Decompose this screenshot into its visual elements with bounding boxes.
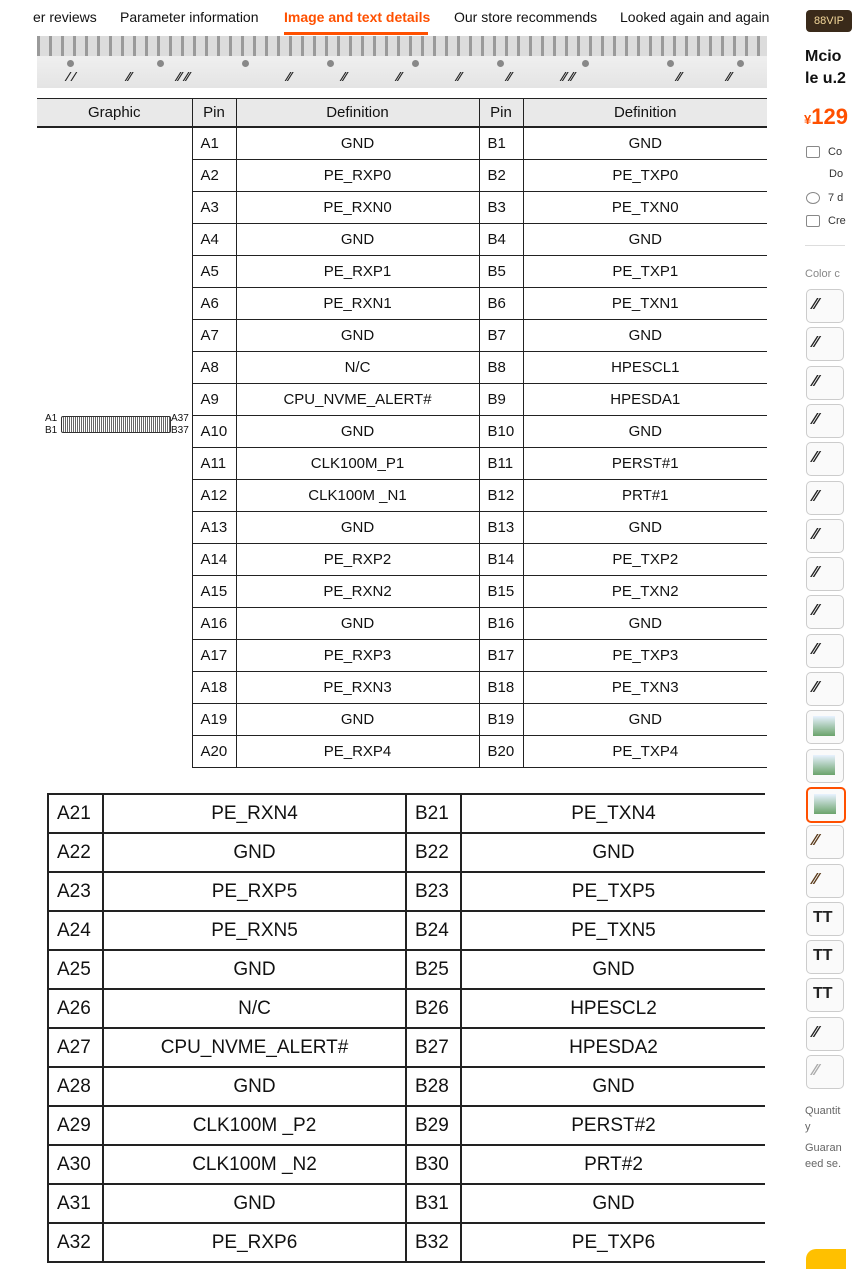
tab-reviews[interactable]: er reviews <box>33 9 97 25</box>
connector-body <box>61 416 171 433</box>
pin-a: A3 <box>192 192 236 224</box>
service-row-credit[interactable]: Cre <box>806 215 846 227</box>
cable-thumbnail-icon: ⁄⁄ <box>813 410 819 428</box>
pin-b: B30 <box>406 1145 461 1184</box>
definition-b: GND <box>523 416 767 448</box>
definition-b: HPESCL1 <box>523 352 767 384</box>
cable-thumbnail-icon <box>814 794 836 814</box>
cable-thumbnail-icon: ⁄⁄ <box>813 1062 819 1079</box>
pinout-row <box>48 1184 765 1223</box>
pinout-table-top-body <box>37 127 767 768</box>
pin-a: A25 <box>48 950 103 989</box>
pinout-row <box>48 1067 765 1106</box>
label-a-end: A37 <box>171 413 189 424</box>
definition-a: GND <box>236 704 479 736</box>
definition-a: PE_RXP2 <box>236 544 479 576</box>
pin-a: A28 <box>48 1067 103 1106</box>
pin-b: B29 <box>406 1106 461 1145</box>
color-swatch-17[interactable] <box>806 902 844 936</box>
pin-a: A6 <box>192 288 236 320</box>
definition-b: GND <box>523 320 767 352</box>
definition-b: PE_TXP4 <box>523 736 767 768</box>
pin-a: A31 <box>48 1184 103 1223</box>
pinout-row <box>48 989 765 1028</box>
pin-b: B7 <box>479 320 523 352</box>
pin-a: A14 <box>192 544 236 576</box>
color-swatch-13[interactable] <box>806 749 844 783</box>
pin-a: A18 <box>192 672 236 704</box>
definition-a: CLK100M _P2 <box>103 1106 406 1145</box>
tab-parameter-information[interactable]: Parameter information <box>120 9 259 25</box>
pin-b: B18 <box>479 672 523 704</box>
detail-tab-bar <box>0 0 790 36</box>
definition-b: GND <box>461 1184 765 1223</box>
pin-a: A19 <box>192 704 236 736</box>
pinout-row <box>48 950 765 989</box>
pin-a: A2 <box>192 160 236 192</box>
definition-a: PE_RXN1 <box>236 288 479 320</box>
service-row-coupon[interactable]: Co <box>806 146 842 158</box>
cable-thumbnail-icon: ⁄⁄ <box>813 602 819 620</box>
definition-b: PE_TXP2 <box>523 544 767 576</box>
definition-a: GND <box>236 608 479 640</box>
return-icon <box>806 192 820 204</box>
active-tab-indicator <box>284 32 428 35</box>
pinout-row <box>48 833 765 872</box>
color-swatch-6[interactable] <box>806 481 844 515</box>
pinout-table-bottom <box>47 793 765 1263</box>
color-swatch-5[interactable] <box>806 442 844 476</box>
definition-b: PE_TXN1 <box>523 288 767 320</box>
pin-b: B27 <box>406 1028 461 1067</box>
pin-b: B32 <box>406 1223 461 1262</box>
product-photo-strip: ⁄ ⁄ ⁄⁄ ⁄⁄ ⁄⁄ ⁄⁄ ⁄⁄ ⁄⁄ ⁄⁄ ⁄⁄ ⁄⁄ ⁄⁄ ⁄⁄ ⁄⁄ <box>37 36 767 88</box>
pin-b: B12 <box>479 480 523 512</box>
definition-b: PERST#2 <box>461 1106 765 1145</box>
definition-b: PE_TXN4 <box>461 794 765 833</box>
definition-a: PE_RXN0 <box>236 192 479 224</box>
pinout-row <box>48 1223 765 1262</box>
header-definition-a: Definition <box>236 99 479 127</box>
pin-a: A23 <box>48 872 103 911</box>
pin-b: B16 <box>479 608 523 640</box>
definition-b: PE_TXP1 <box>523 256 767 288</box>
definition-b: GND <box>523 512 767 544</box>
definition-a: GND <box>236 512 479 544</box>
pin-b: B6 <box>479 288 523 320</box>
label-a-start: A1 <box>45 413 58 424</box>
pinout-row <box>48 1028 765 1067</box>
color-swatch-3[interactable] <box>806 366 844 400</box>
definition-a: GND <box>236 320 479 352</box>
pin-b: B9 <box>479 384 523 416</box>
pin-a: A26 <box>48 989 103 1028</box>
definition-b: PERST#1 <box>523 448 767 480</box>
pin-b: B2 <box>479 160 523 192</box>
cable-thumbnail-icon: ΤΤ <box>813 908 833 926</box>
buy-button[interactable] <box>806 1249 846 1269</box>
sidebar-divider <box>805 245 845 246</box>
cable-thumbnail-icon: ⁄⁄ <box>813 640 819 658</box>
color-swatch-8[interactable] <box>806 557 844 591</box>
tab-store-recommends[interactable]: Our store recommends <box>454 9 598 25</box>
color-swatch-11[interactable] <box>806 672 844 706</box>
header-pin-a: Pin <box>192 99 236 127</box>
color-swatch-20[interactable] <box>806 1017 844 1051</box>
pin-b: B23 <box>406 872 461 911</box>
cable-thumbnail-icon: ⁄⁄ <box>813 525 819 543</box>
definition-b: PE_TXN2 <box>523 576 767 608</box>
color-swatch-15[interactable] <box>806 825 844 859</box>
label-b-end: B37 <box>171 425 189 436</box>
definition-a: PE_RXN5 <box>103 911 406 950</box>
color-swatch-2[interactable] <box>806 327 844 361</box>
mcio-connector-drawing <box>45 413 197 439</box>
definition-b: PE_TXP6 <box>461 1223 765 1262</box>
pin-b: B14 <box>479 544 523 576</box>
color-swatch-16[interactable] <box>806 864 844 898</box>
definition-b: PRT#2 <box>461 1145 765 1184</box>
product-title-line1: Mcio <box>805 48 842 65</box>
pin-a: A12 <box>192 480 236 512</box>
definition-a: PE_RXN4 <box>103 794 406 833</box>
definition-b: GND <box>523 608 767 640</box>
cable-thumbnail-icon: ΤΤ <box>813 985 833 1003</box>
pinout-table-top <box>37 99 767 768</box>
definition-b: PE_TXN0 <box>523 192 767 224</box>
coupon-icon <box>806 146 820 158</box>
pin-a: A27 <box>48 1028 103 1067</box>
definition-b: GND <box>461 833 765 872</box>
pin-b: B24 <box>406 911 461 950</box>
product-title[interactable] <box>805 46 845 90</box>
vip-badge: 88VIP <box>806 10 852 32</box>
definition-a: PE_RXP5 <box>103 872 406 911</box>
pin-b: B10 <box>479 416 523 448</box>
definition-a: GND <box>236 224 479 256</box>
cable-thumbnail-icon: ⁄⁄ <box>813 870 819 888</box>
pin-b: B19 <box>479 704 523 736</box>
definition-a: PE_RXP3 <box>236 640 479 672</box>
definition-b: PRT#1 <box>523 480 767 512</box>
service-row-returns[interactable]: 7 d <box>806 192 843 204</box>
price-currency: ¥ <box>804 112 812 127</box>
pin-a: A29 <box>48 1106 103 1145</box>
definition-a: GND <box>103 1067 406 1106</box>
definition-b: PE_TXN3 <box>523 672 767 704</box>
pin-a: A16 <box>192 608 236 640</box>
cable-thumbnail-icon: ⁄⁄ <box>813 487 819 505</box>
pin-a: A20 <box>192 736 236 768</box>
definition-b: GND <box>523 224 767 256</box>
header-graphic: Graphic <box>37 99 192 127</box>
pin-b: B31 <box>406 1184 461 1223</box>
pin-a: A30 <box>48 1145 103 1184</box>
color-swatch-9[interactable] <box>806 595 844 629</box>
pin-b: B15 <box>479 576 523 608</box>
pinout-table-bottom-body <box>48 794 765 1262</box>
service-row-detail: Do <box>829 168 844 180</box>
color-swatch-1[interactable] <box>806 289 844 323</box>
definition-a: PE_RXP1 <box>236 256 479 288</box>
definition-a: GND <box>103 1184 406 1223</box>
connector-graphic <box>37 127 192 768</box>
header-pin-b: Pin <box>479 99 523 127</box>
header-definition-b: Definition <box>523 99 767 127</box>
definition-b: GND <box>461 1067 765 1106</box>
definition-b: PE_TXN5 <box>461 911 765 950</box>
definition-a: PE_RXP6 <box>103 1223 406 1262</box>
pin-a: A32 <box>48 1223 103 1262</box>
pin-b: B4 <box>479 224 523 256</box>
pinout-row <box>48 794 765 833</box>
definition-b: HPESDA2 <box>461 1028 765 1067</box>
definition-a: CLK100M_P1 <box>236 448 479 480</box>
pin-a: A11 <box>192 448 236 480</box>
color-swatch-4[interactable] <box>806 404 844 438</box>
pin-a: A8 <box>192 352 236 384</box>
pin-b: B17 <box>479 640 523 672</box>
cable-thumbnail-icon: ⁄⁄ <box>813 296 819 313</box>
pin-a: A5 <box>192 256 236 288</box>
cable-thumbnail-icon: ΤΤ <box>813 947 833 965</box>
color-swatch-14[interactable] <box>806 787 846 823</box>
pin-b: B1 <box>479 127 523 160</box>
tab-looked-again[interactable]: Looked again and again <box>620 9 770 25</box>
color-swatch-12[interactable] <box>806 710 844 744</box>
definition-b: PE_TXP3 <box>523 640 767 672</box>
pinout-header-row <box>37 99 767 127</box>
pin-a: A9 <box>192 384 236 416</box>
pinout-row <box>48 1106 765 1145</box>
pin-a: A7 <box>192 320 236 352</box>
definition-b: GND <box>523 127 767 160</box>
pin-a: A15 <box>192 576 236 608</box>
pin-b: B20 <box>479 736 523 768</box>
definition-a: PE_RXP0 <box>236 160 479 192</box>
product-title-line2: le u.2 <box>805 70 846 87</box>
cable-thumbnail-icon: ⁄⁄ <box>813 679 819 696</box>
pin-a: A4 <box>192 224 236 256</box>
pinout-row <box>48 911 765 950</box>
cable-thumbnail-icon <box>813 755 835 775</box>
pin-b: B5 <box>479 256 523 288</box>
cable-thumbnail-icon: ⁄⁄ <box>813 1023 819 1041</box>
definition-b: GND <box>523 704 767 736</box>
definition-a: PE_RXN3 <box>236 672 479 704</box>
definition-b: GND <box>461 950 765 989</box>
definition-a: GND <box>236 416 479 448</box>
pin-b: B13 <box>479 512 523 544</box>
pinout-row <box>48 1145 765 1184</box>
pin-b: B22 <box>406 833 461 872</box>
pinout-row <box>37 127 767 160</box>
definition-a: GND <box>103 833 406 872</box>
definition-b: HPESDA1 <box>523 384 767 416</box>
cable-thumbnail-icon: ⁄⁄ <box>813 372 819 390</box>
pin-a: A13 <box>192 512 236 544</box>
pin-a: A21 <box>48 794 103 833</box>
color-swatch-19[interactable] <box>806 978 844 1012</box>
definition-a: PE_RXP4 <box>236 736 479 768</box>
quantity-label: Quantit y <box>805 1105 841 1133</box>
definition-a: N/C <box>103 989 406 1028</box>
pin-b: B3 <box>479 192 523 224</box>
definition-a: CPU_NVME_ALERT# <box>236 384 479 416</box>
pin-b: B25 <box>406 950 461 989</box>
definition-b: PE_TXP0 <box>523 160 767 192</box>
cable-thumbnail-icon: ⁄⁄ <box>813 564 819 582</box>
pin-b: B8 <box>479 352 523 384</box>
definition-a: PE_RXN2 <box>236 576 479 608</box>
color-swatch-21[interactable] <box>806 1055 844 1089</box>
price-value: 129 <box>811 104 848 129</box>
definition-b: PE_TXP5 <box>461 872 765 911</box>
pin-b: B28 <box>406 1067 461 1106</box>
product-price <box>804 104 848 130</box>
pin-a: A24 <box>48 911 103 950</box>
color-swatch-10[interactable] <box>806 634 844 668</box>
pin-a: A17 <box>192 640 236 672</box>
color-option-label: Color c <box>805 268 840 280</box>
cable-thumbnail-icon: ⁄⁄ <box>813 334 819 352</box>
pin-a: A1 <box>192 127 236 160</box>
definition-b: HPESCL2 <box>461 989 765 1028</box>
pin-a: A22 <box>48 833 103 872</box>
definition-a: GND <box>236 127 479 160</box>
guarantee-label: Guaran eed se. <box>805 1142 842 1170</box>
label-b-start: B1 <box>45 425 58 436</box>
pinout-row <box>48 872 765 911</box>
cable-thumbnail-icon: ⁄⁄ <box>813 449 819 467</box>
pin-b: B11 <box>479 448 523 480</box>
cable-thumbnail-icon: ⁄⁄ <box>813 832 819 850</box>
pin-b: B21 <box>406 794 461 833</box>
color-swatch-7[interactable] <box>806 519 844 553</box>
pin-a: A10 <box>192 416 236 448</box>
card-icon <box>806 215 820 227</box>
definition-a: GND <box>103 950 406 989</box>
color-swatch-18[interactable] <box>806 940 844 974</box>
pin-b: B26 <box>406 989 461 1028</box>
connector-pins-image <box>37 36 767 56</box>
definition-a: N/C <box>236 352 479 384</box>
definition-a: CLK100M _N2 <box>103 1145 406 1184</box>
cable-thumbnail-icon <box>813 716 835 736</box>
definition-a: CLK100M _N1 <box>236 480 479 512</box>
tab-image-and-text-details[interactable]: Image and text details <box>284 9 431 25</box>
definition-a: CPU_NVME_ALERT# <box>103 1028 406 1067</box>
